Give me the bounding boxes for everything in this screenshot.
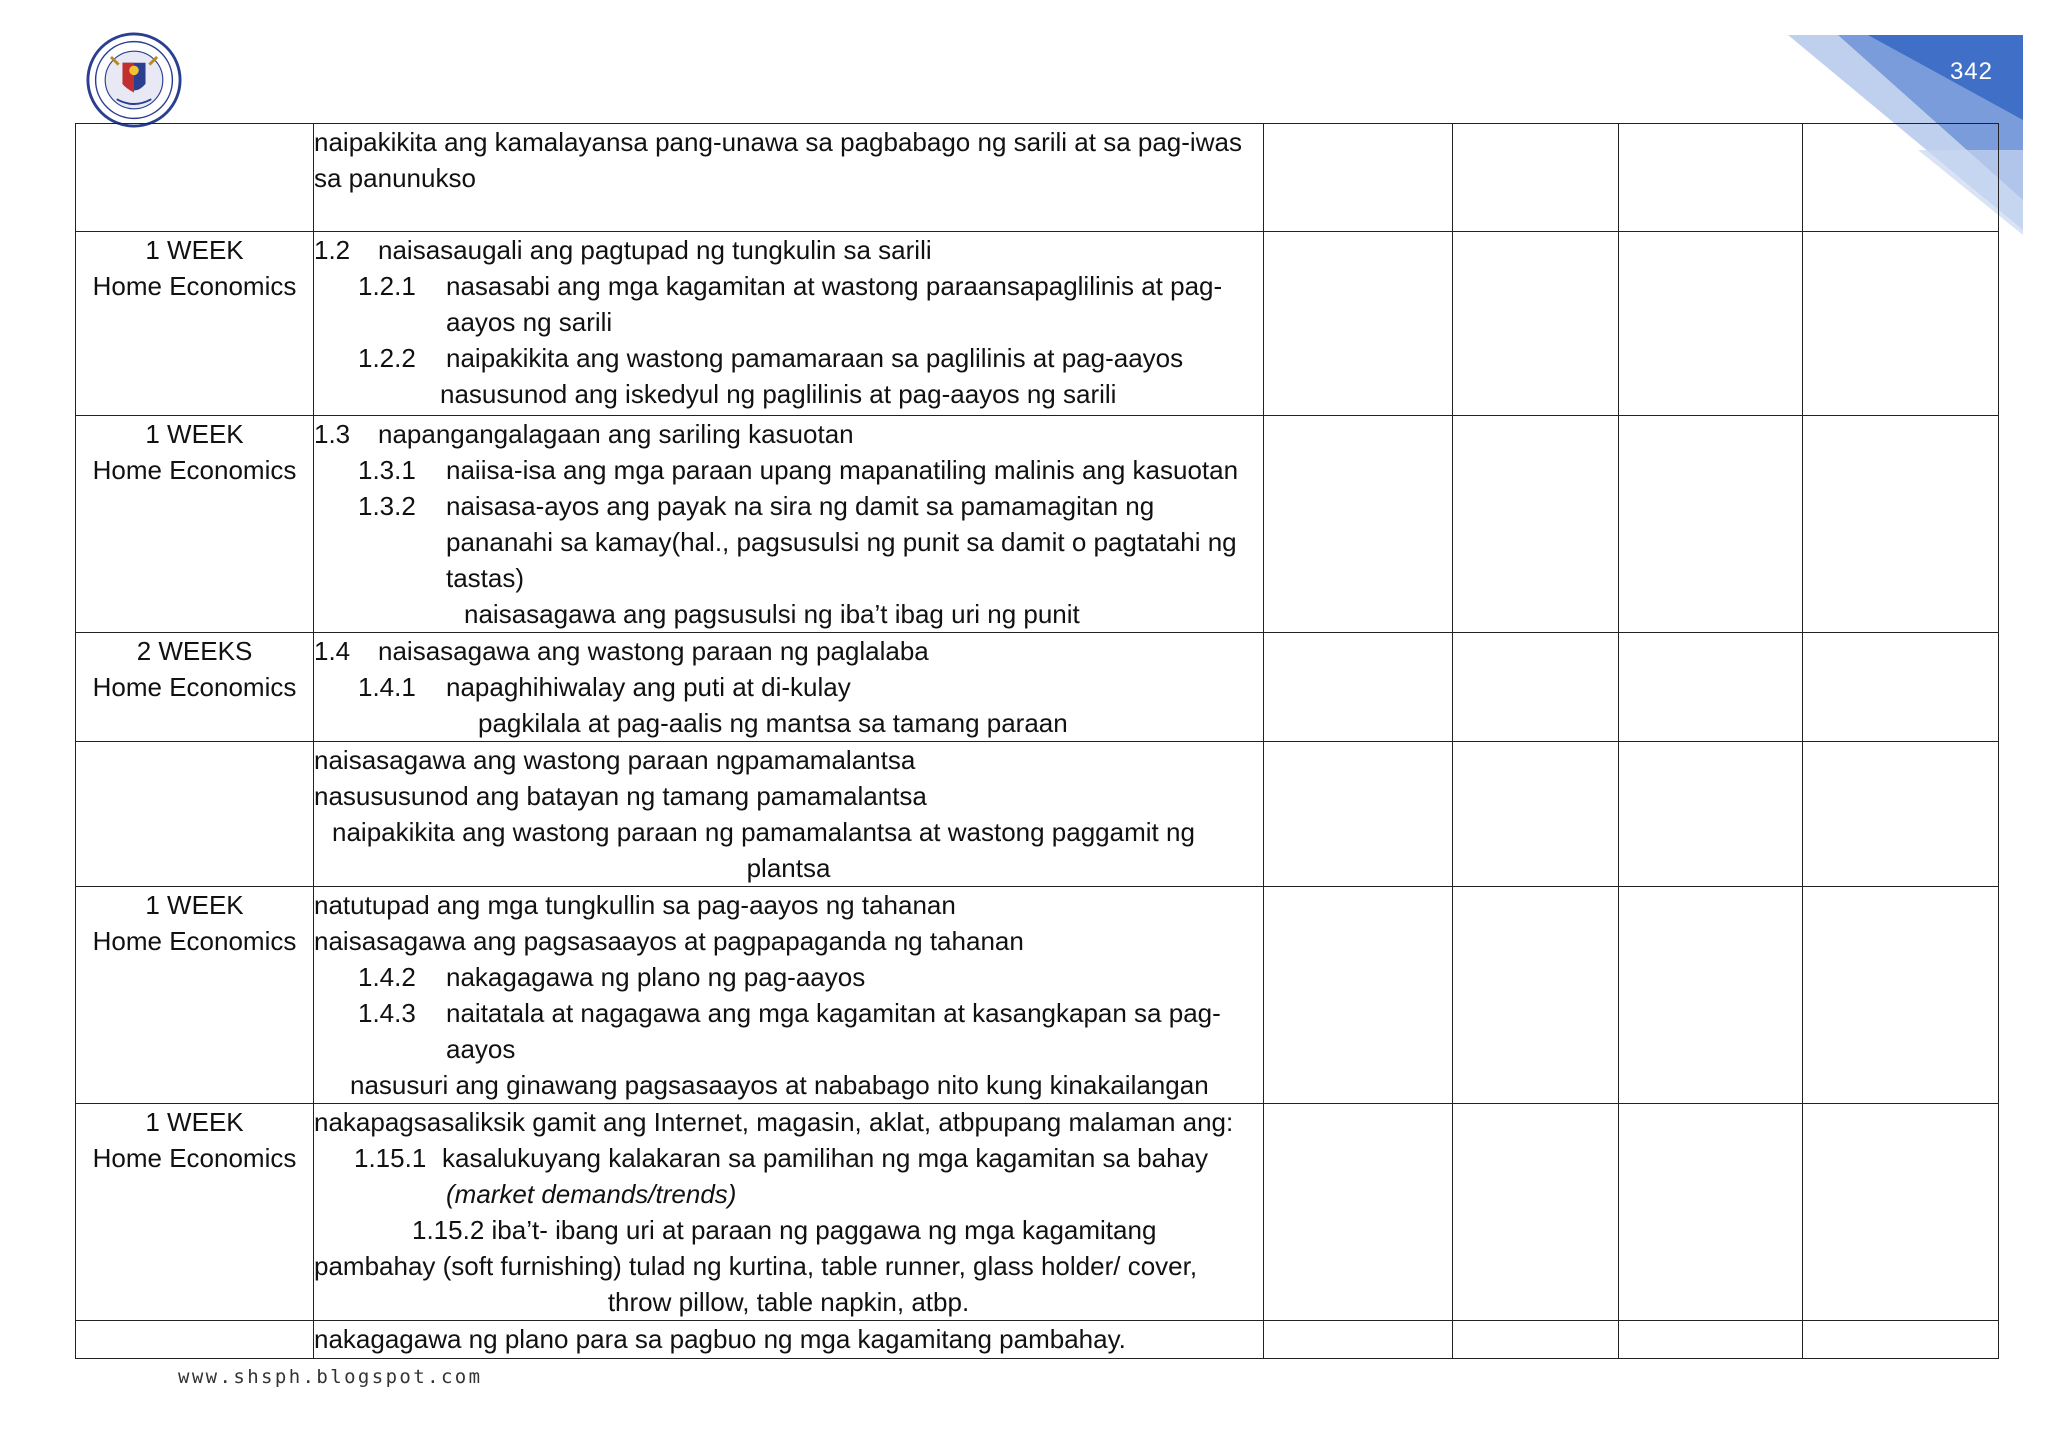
empty-cell (1453, 416, 1619, 633)
curriculum-table (75, 123, 1999, 1359)
competency-line (314, 1031, 1263, 1067)
competency-text: nasusunod ang iskedyul ng paglilinis at pag-aayos ng sarili (440, 379, 1117, 409)
competency-text: naisasagawa ang pagsasaayos at pagpapaganda ng tahanan (314, 926, 1024, 956)
empty-cell (1619, 742, 1803, 887)
table-row (76, 633, 1999, 742)
competency-line (314, 1284, 1263, 1320)
competency-line (314, 124, 1263, 160)
competency-text: naisasagawa ang wastong paraan ng paglalaba (378, 636, 929, 666)
competency-text: naisasagawa ang wastong paraan ngpamamalantsa (314, 745, 916, 775)
competency-line (314, 596, 1263, 632)
footer-url: www.shsph.blogspot.com (178, 1366, 483, 1388)
competency-line (314, 376, 1263, 412)
empty-cell (1619, 124, 1803, 232)
table-row (76, 124, 1999, 232)
competency-cell (314, 1104, 1264, 1321)
table-row (76, 742, 1999, 887)
competency-text: naisasagawa ang pagsusulsi ng iba’t ibag uri ng punit (464, 599, 1080, 629)
empty-cell (1453, 1321, 1619, 1359)
duration-cell (76, 633, 314, 742)
empty-cell (1619, 232, 1803, 416)
empty-cell (1803, 124, 1999, 232)
subject-label: Home Economics (92, 271, 297, 301)
competency-number: 1.3 (314, 419, 351, 449)
competency-number: 1.4.2 (358, 962, 416, 992)
competency-line (314, 1140, 1263, 1176)
competency-cell (314, 887, 1264, 1104)
competency-number: 1.4.3 (358, 998, 416, 1028)
competency-number: 1.2 (314, 235, 351, 265)
deped-seal-icon (86, 32, 182, 128)
empty-cell (1619, 1321, 1803, 1359)
empty-cell (1803, 416, 1999, 633)
empty-cell (1803, 1104, 1999, 1321)
competency-line (314, 995, 1263, 1031)
duration-cell (76, 124, 314, 232)
duration-label: 1 WEEK (145, 1107, 244, 1137)
competency-text: naiisa-isa ang mga paraan upang mapanatiling malinis ang kasuotan (446, 455, 1239, 485)
competency-line (314, 669, 1263, 705)
competency-line (314, 850, 1263, 886)
empty-cell (1264, 1321, 1453, 1359)
empty-cell (1264, 124, 1453, 232)
competency-line (314, 814, 1263, 850)
subject-label: Home Economics (92, 926, 297, 956)
competency-text: aayos ng sarili (446, 307, 613, 337)
competency-line (314, 560, 1263, 596)
subject-label: Home Economics (92, 672, 297, 702)
empty-cell (1453, 124, 1619, 232)
competency-line (314, 304, 1263, 340)
competency-line (314, 959, 1263, 995)
empty-cell (1803, 742, 1999, 887)
competency-number: 1.4 (314, 636, 351, 666)
duration-label: 2 WEEKS (136, 636, 253, 666)
page-number: 342 (1949, 58, 1993, 85)
competency-line (314, 1176, 1263, 1212)
empty-cell (1453, 633, 1619, 742)
competency-text: throw pillow, table napkin, atbp. (607, 1287, 970, 1317)
competency-text: naipakikita ang wastong paraan ng pamamalantsa at wastong paggamit ng (332, 817, 1195, 847)
duration-label: 1 WEEK (145, 235, 244, 265)
competency-text: kasalukuyang kalakaran sa pamilihan ng mga kagamitan sa bahay (442, 1143, 1209, 1173)
competency-text: pambahay (soft furnishing) tulad ng kurtina, table runner, glass holder/ cover, (314, 1251, 1198, 1281)
empty-cell (1619, 1104, 1803, 1321)
empty-cell (1264, 887, 1453, 1104)
competency-line (314, 923, 1263, 959)
empty-cell (1264, 416, 1453, 633)
competency-line (314, 160, 1263, 196)
subject-label: Home Economics (92, 1143, 297, 1173)
competency-line (314, 1212, 1263, 1248)
competency-text: natutupad ang mga tungkullin sa pag-aayos ng tahanan (314, 890, 956, 920)
competency-text: napangangalagaan ang sariling kasuotan (378, 419, 854, 449)
subject-label: Home Economics (92, 455, 297, 485)
empty-cell (1803, 633, 1999, 742)
empty-cell (1453, 887, 1619, 1104)
competency-text: plantsa (746, 853, 831, 883)
table-row (76, 416, 1999, 633)
empty-cell (1453, 232, 1619, 416)
competency-number: 1.4.1 (358, 672, 416, 702)
empty-cell (1619, 887, 1803, 1104)
competency-line (314, 524, 1263, 560)
competency-cell (314, 124, 1264, 232)
competency-number: 1.3.1 (358, 455, 416, 485)
competency-number: 1.15.1 (354, 1143, 427, 1173)
competency-cell (314, 1321, 1264, 1359)
competency-text: pagkilala at pag-aalis ng mantsa sa tamang paraan (478, 708, 1068, 738)
competency-text: napaghihiwalay ang puti at di-kulay (446, 672, 851, 702)
competency-text: nasasabi ang mga kagamitan at wastong paraansapaglilinis at pag- (446, 271, 1223, 301)
competency-line (314, 778, 1263, 814)
empty-cell (1264, 633, 1453, 742)
empty-cell (1264, 742, 1453, 887)
duration-cell (76, 887, 314, 1104)
duration-cell (76, 416, 314, 633)
competency-line (314, 268, 1263, 304)
table-row (76, 887, 1999, 1104)
competency-cell (314, 633, 1264, 742)
competency-text: nakagagawa ng plano ng pag-aayos (446, 962, 866, 992)
competency-number: 1.2.2 (358, 343, 416, 373)
competency-text: naipakikita ang kamalayansa pang-unawa sa pagbabago ng sarili at sa pag-iwas (314, 127, 1242, 157)
competency-line (314, 452, 1263, 488)
competency-text: naisasaugali ang pagtupad ng tungkulin sa sarili (378, 235, 932, 265)
competency-line (314, 705, 1263, 741)
competency-text: (market demands/trends) (446, 1179, 737, 1209)
table-row (76, 1104, 1999, 1321)
duration-cell (76, 742, 314, 887)
competency-cell (314, 742, 1264, 887)
duration-label: 1 WEEK (145, 890, 244, 920)
table-row (76, 232, 1999, 416)
empty-cell (1803, 1321, 1999, 1359)
competency-line (314, 633, 1263, 669)
competency-line (314, 488, 1263, 524)
competency-text: naipakikita ang wastong pamamaraan sa paglilinis at pag-aayos (446, 343, 1184, 373)
empty-cell (1803, 232, 1999, 416)
competency-line (314, 742, 1263, 778)
competency-cell (314, 232, 1264, 416)
competency-text: naisasa-ayos ang payak na sira ng damit sa pamamagitan ng (446, 491, 1155, 521)
competency-text: aayos (446, 1034, 516, 1064)
competency-line (314, 340, 1263, 376)
table-row (76, 1321, 1999, 1359)
competency-line (314, 1104, 1263, 1140)
duration-cell (76, 1104, 314, 1321)
competency-text: tastas) (446, 563, 525, 593)
competency-line (314, 1248, 1263, 1284)
competency-cell (314, 416, 1264, 633)
competency-line (314, 1321, 1263, 1357)
duration-cell (76, 1321, 314, 1359)
competency-number: 1.2.1 (358, 271, 416, 301)
competency-text: pananahi sa kamay(hal., pagsusulsi ng punit sa damit o pagtatahi ng (446, 527, 1237, 557)
competency-line (314, 232, 1263, 268)
empty-cell (1453, 742, 1619, 887)
empty-cell (1453, 1104, 1619, 1321)
duration-cell (76, 232, 314, 416)
duration-label: 1 WEEK (145, 419, 244, 449)
empty-cell (1264, 232, 1453, 416)
competency-line (314, 887, 1263, 923)
competency-text: naitatala at nagagawa ang mga kagamitan at kasangkapan sa pag- (446, 998, 1221, 1028)
competency-text: nakapagsasaliksik gamit ang Internet, magasin, aklat, atbpupang malaman ang: (314, 1107, 1234, 1137)
competency-text: nakagagawa ng plano para sa pagbuo ng mga kagamitang pambahay. (314, 1324, 1126, 1354)
competency-text: 1.15.2 iba’t- ibang uri at paraan ng paggawa ng mga kagamitang (412, 1215, 1157, 1245)
empty-cell (1619, 416, 1803, 633)
competency-text: nasusuri ang ginawang pagsasaayos at nababago nito kung kinakailangan (350, 1070, 1209, 1100)
competency-number: 1.3.2 (358, 491, 416, 521)
empty-cell (1619, 633, 1803, 742)
empty-cell (1264, 1104, 1453, 1321)
empty-cell (1803, 887, 1999, 1104)
competency-line (314, 416, 1263, 452)
competency-line (314, 1067, 1263, 1103)
competency-text: sa panunukso (314, 163, 476, 193)
competency-text: nasususunod ang batayan ng tamang pamamalantsa (314, 781, 927, 811)
